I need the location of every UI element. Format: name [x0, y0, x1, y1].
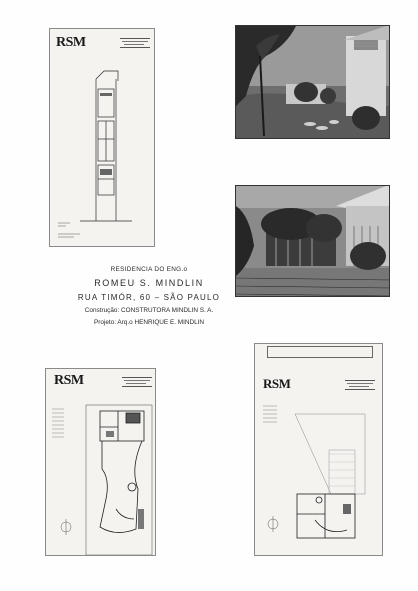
section-drawing — [50, 29, 155, 247]
section-drawing-sheet — [49, 28, 155, 247]
ground-floor-plan — [46, 369, 156, 556]
rsm-logo: RSM — [54, 373, 84, 388]
garden-photo-2 — [235, 185, 390, 297]
caption-residence: RESIDENCIA DO ENG.o — [110, 266, 188, 273]
ground-floor-plan-sheet — [45, 368, 156, 556]
caption-address: RUA TIMÓR, 60 – SÃO PAULO — [77, 293, 221, 302]
caption-construction: Construção: CONSTRUTORA MINDLIN S. A. — [84, 307, 214, 314]
rsm-logo: RSM — [263, 376, 291, 391]
upper-floor-plan-sheet — [254, 343, 383, 556]
rsm-logo: RSM — [56, 35, 86, 50]
caption-owner: ROMEU S. MINDLIN — [94, 278, 204, 288]
garden-photo-1 — [235, 25, 390, 139]
upper-floor-plan — [255, 344, 383, 556]
caption-architect: Projeto: Arq.o HENRIQUE E. MINDLIN — [93, 319, 205, 326]
project-caption — [64, 266, 234, 326]
